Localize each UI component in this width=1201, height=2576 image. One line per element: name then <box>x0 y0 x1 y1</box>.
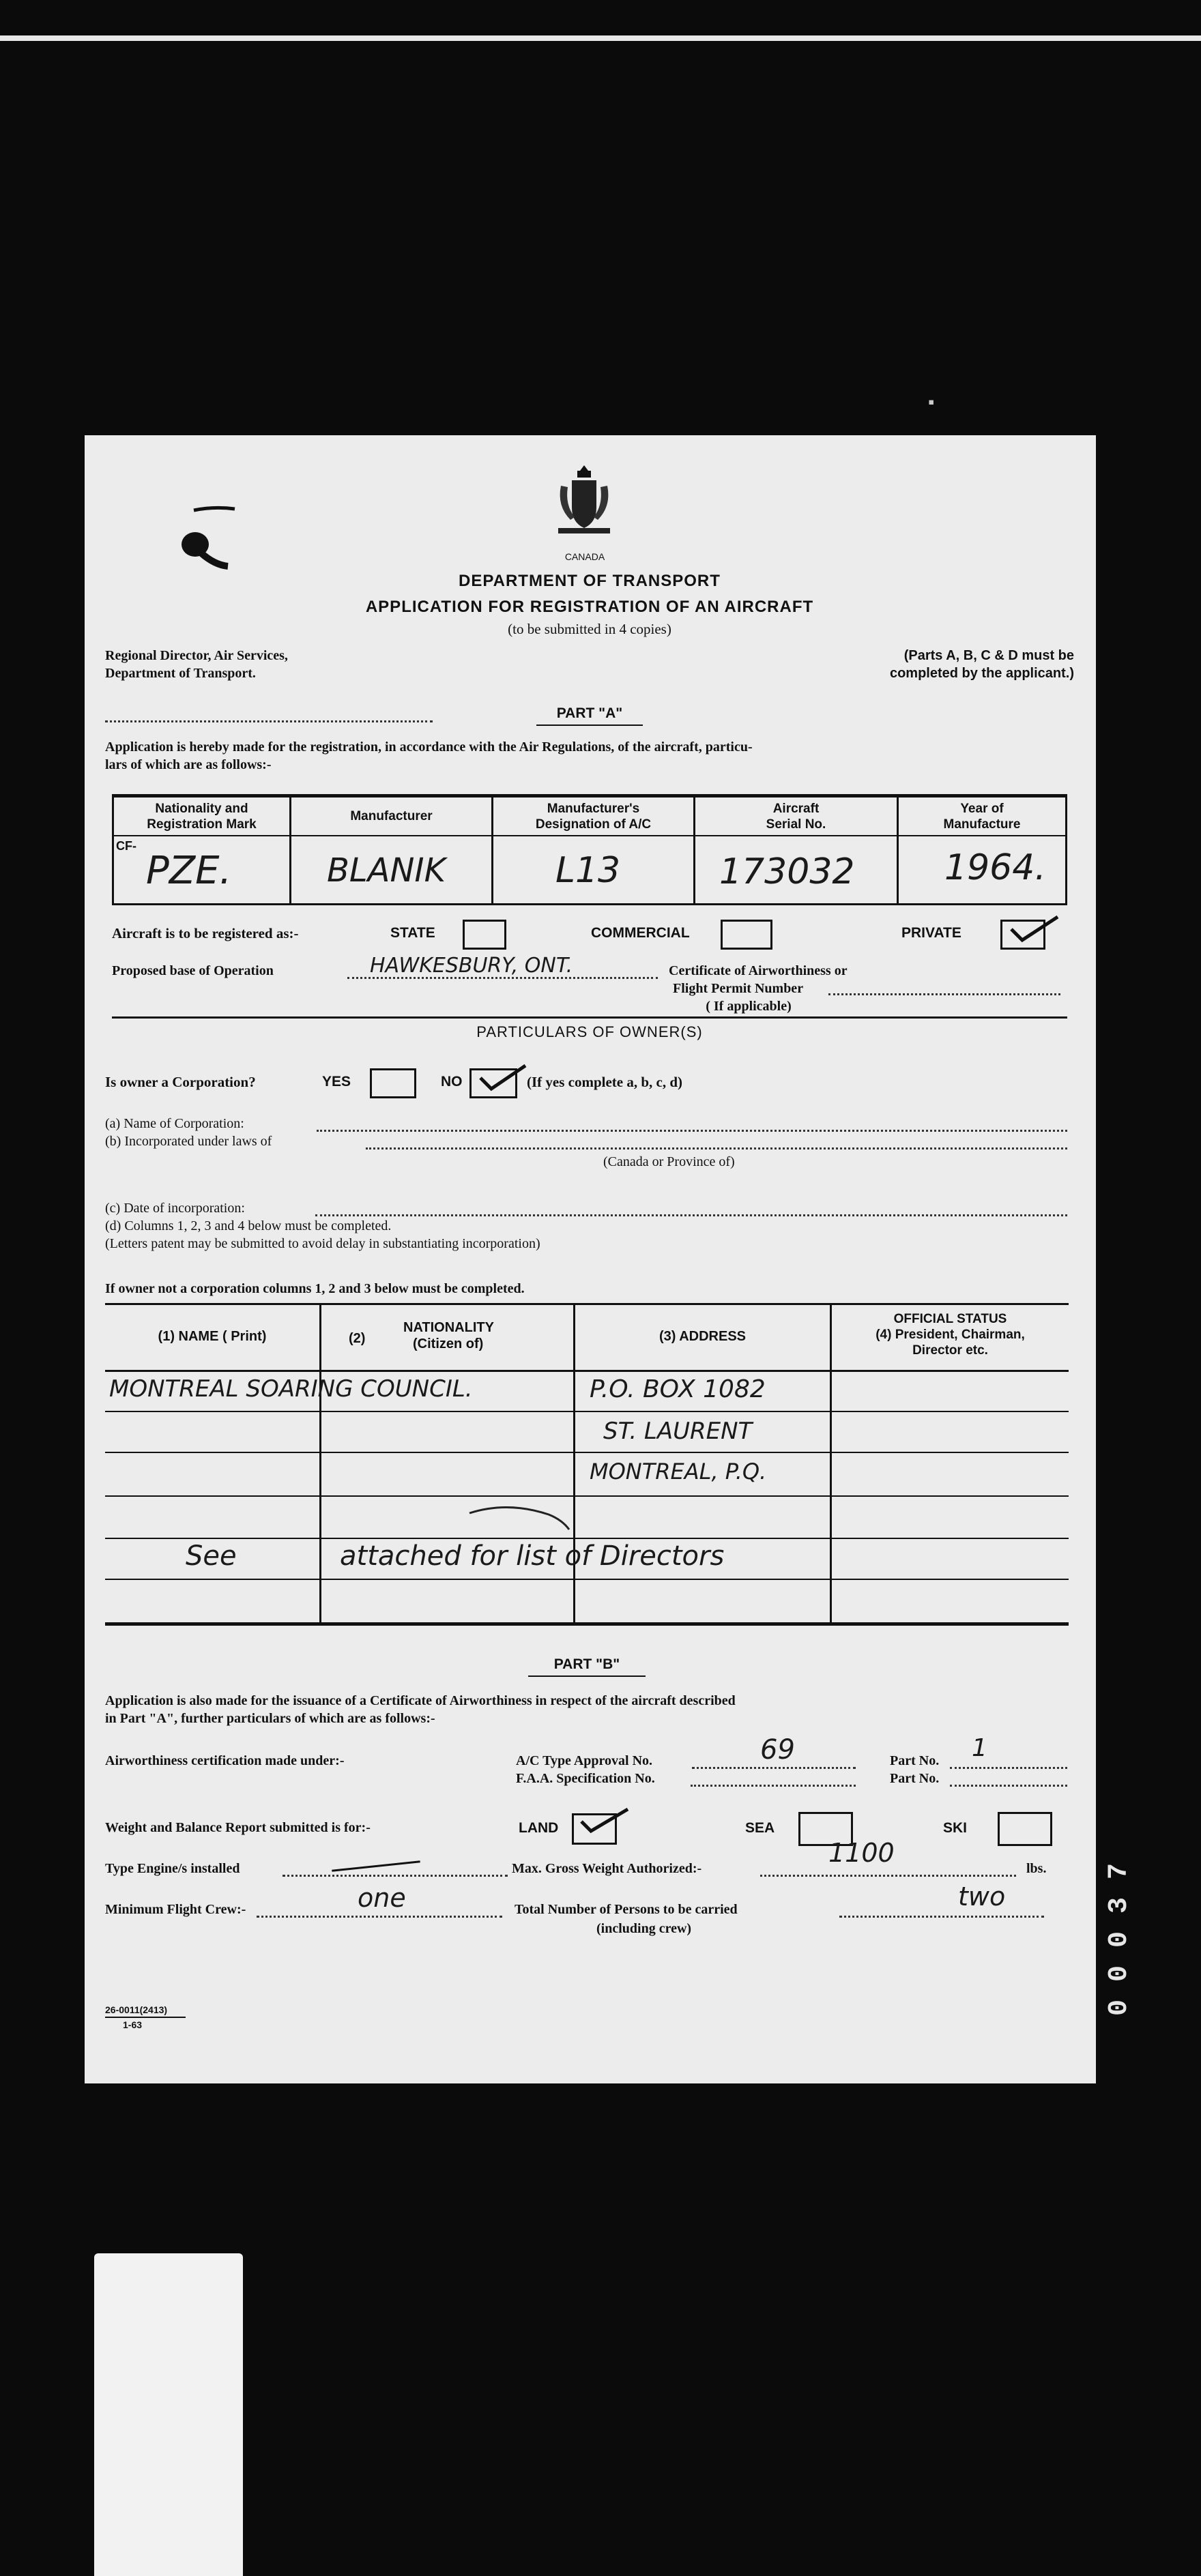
owners-table-header-bottom <box>105 1370 1069 1372</box>
owners-col-official-status: OFFICIAL STATUS (4) President, Chairman, Director etc. <box>876 1312 1025 1358</box>
owners-row-line-2 <box>105 1452 1069 1453</box>
weight-balance-label: Weight and Balance Report submitted is for:- <box>105 1820 371 1835</box>
commercial-checkbox[interactable] <box>721 920 772 950</box>
form-code-line-1: 26-0011(2413) <box>105 2004 168 2015</box>
corporation-yes-checkbox[interactable] <box>370 1068 416 1098</box>
col-header-registration: Nationality and Registration Mark <box>147 802 257 832</box>
commercial-label: COMMERCIAL <box>591 925 690 941</box>
aircraft-table-top <box>112 794 1067 797</box>
part-a-heading: PART "A" <box>556 705 623 721</box>
col-header-designation: Manufacturer's Designation of A/C <box>535 802 652 832</box>
incorporated-laws-hint: (Canada or Province of) <box>603 1154 735 1169</box>
col-header-year: Year of Manufacture <box>943 802 1021 832</box>
lbs-label: lbs. <box>1026 1861 1047 1876</box>
type-approval-field[interactable] <box>692 1767 856 1769</box>
private-label: PRIVATE <box>901 925 961 941</box>
form-code-line-2: 1-63 <box>123 2019 143 2030</box>
canada-coat-of-arms-icon <box>551 463 617 550</box>
owner-address-line-2[interactable]: ST. LAURENT <box>603 1418 753 1445</box>
owners-row-line-4 <box>105 1538 1069 1539</box>
designation-value[interactable]: L13 <box>555 850 621 891</box>
owners-row-line-5 <box>105 1579 1069 1580</box>
max-gross-value[interactable]: 1100 <box>828 1838 895 1868</box>
state-label: STATE <box>390 925 435 941</box>
registered-as-label: Aircraft is to be registered as:- <box>112 925 299 941</box>
part-no-field[interactable] <box>950 1767 1067 1769</box>
col-header-serial: Aircraft Serial No. <box>766 802 826 832</box>
parts-note-line-2: completed by the applicant.) <box>889 666 1074 681</box>
part-no-2-label: Part No. <box>890 1771 940 1786</box>
owners-col-name: (1) NAME ( Print) <box>158 1329 267 1344</box>
incorporation-date-label: (c) Date of incorporation: <box>105 1201 245 1216</box>
including-crew-hint: (including crew) <box>596 1921 692 1936</box>
col-header-manufacturer: Manufacturer <box>350 809 433 823</box>
land-checkmark-icon <box>577 1805 632 1839</box>
coa-label-2: Flight Permit Number <box>673 981 804 996</box>
corporation-hint: (If yes complete a, b, c, d) <box>527 1074 683 1090</box>
film-leader-mark <box>94 2253 243 2576</box>
base-of-operation-value[interactable]: HAWKESBURY, ONT. <box>370 954 573 978</box>
form-title: APPLICATION FOR REGISTRATION OF AN AIRCRAFT <box>365 598 814 616</box>
ink-smudge <box>173 503 255 579</box>
part-a-divider <box>112 1016 1067 1019</box>
corp-name-label: (a) Name of Corporation: <box>105 1116 244 1131</box>
aircraft-table-header-bottom <box>112 835 1067 836</box>
part-no-label: Part No. <box>890 1753 940 1768</box>
manufacturer-value[interactable]: BLANIK <box>327 851 446 890</box>
incorporation-date-field[interactable] <box>315 1214 1067 1216</box>
owners-table-bottom <box>105 1622 1069 1626</box>
coa-label-3: ( If applicable) <box>706 999 792 1014</box>
land-label: LAND <box>519 1820 559 1836</box>
year-value[interactable]: 1964. <box>944 847 1046 888</box>
no-checkmark-icon <box>476 1060 531 1094</box>
parts-note-line-1: (Parts A, B, C & D must be <box>903 648 1074 663</box>
part-no-2-field[interactable] <box>950 1785 1067 1787</box>
owner-address-line-3[interactable]: MONTREAL, P.Q. <box>590 1459 767 1484</box>
private-checkmark-icon <box>1007 913 1062 947</box>
columns-note: (d) Columns 1, 2, 3 and 4 below must be completed. <box>105 1218 392 1233</box>
owners-heading: PARTICULARS OF OWNER(S) <box>476 1023 703 1040</box>
part-b-intro-2: in Part "A", further particulars of which are as follows:- <box>105 1711 435 1726</box>
coa-label-1: Certificate of Airworthiness or <box>669 963 848 978</box>
part-a-intro-2: lars of which are as follows:- <box>105 757 272 772</box>
serial-value[interactable]: 173032 <box>719 851 855 892</box>
see-note[interactable]: See <box>186 1540 237 1572</box>
table-border-right <box>1065 794 1067 905</box>
min-crew-value[interactable]: one <box>358 1883 406 1913</box>
max-gross-field[interactable] <box>760 1875 1016 1877</box>
faa-spec-label: F.A.A. Specification No. <box>516 1771 655 1786</box>
film-border-line <box>0 35 1201 41</box>
type-approval-label: A/C Type Approval No. <box>516 1753 653 1768</box>
registration-form: CANADA DEPARTMENT OF TRANSPORT APPLICATION FOR REGISTRATION OF AN AIRCRAFT (to be submitted in 4 copies) Regional Director, Air Services, Department of Transport. (Parts A, B, C & D must be completed by the applicant.) PART "A" Application is hereby made for the registration, in accordance with the Air Regulations, of the aircraft, particu- lars of which are as follows:- Nationality and Registration Mark Manufacturer Manufacturer's Designation of A/C Aircraft Serial No. Year of Manufacture CF- PZE. BLANIK L13 173032 1964. Aircraft is to be registered as:- STATE COMMERCIAL PRIVATE Proposed base of Operation HAWKESBURY, ONT. Certificate of Airworthiness or Flight Permit Number ( If applicable) PARTICULARS OF OWNER(S) Is owner a Corporation? YES NO (If yes complete a, b, c, d) (a) Name of Corporation: (b) Incorporated under laws of (Canada or Province of) (c) Date of incorporation: (d) Columns 1, 2, 3 and 4 below must be completed. (Letters patent may be submitted to avoid delay in substantiating incorporation) If owner not a corporation columns 1, 2 and 3 below must be completed. (1) NAME ( Print) (2) NATIONALITY (Citizen of) (3) ADDRESS OFFICIAL STATUS (4) President, Chairman, Director etc. MONTREAL SOARING COUNCIL. P.O. BOX 1082 ST. LAURENT MONTREAL, P.Q. See attached for list of Directors PART "B" Application is also made for the issuance of a Certificate of Airworthiness in respect of the aircraft described in Part "A", further particulars of which are as follows:- Airworthiness certification made under:- A/C Type Approval No. 69 Part No. 1 F.A.A. Specification No. Part No. Weight and Balance Report submitted is for:- LAND SEA SKI Type Engine/s installed Max. Gross Weight Authorized:- 1100 lbs. Minimum Flight Crew:- one Total Number of Persons to be carried two (including crew) 26-0011(2413) 1-63 <box>85 435 1096 2083</box>
ski-checkbox[interactable] <box>998 1812 1052 1846</box>
no-label: NO <box>441 1074 463 1089</box>
base-of-operation-label: Proposed base of Operation <box>112 963 274 978</box>
form-code-rule <box>105 2017 186 2018</box>
owners-row-line-1 <box>105 1411 1069 1412</box>
pen-stroke <box>467 1499 576 1534</box>
owner-address-line-1[interactable]: P.O. BOX 1082 <box>590 1375 766 1403</box>
owner-name-value[interactable]: MONTREAL SOARING COUNCIL. <box>109 1375 473 1403</box>
owners-divider-2 <box>573 1303 575 1624</box>
part-no-value[interactable]: 1 <box>972 1734 987 1762</box>
corp-name-field[interactable] <box>317 1130 1067 1132</box>
min-crew-field[interactable] <box>257 1916 502 1918</box>
engine-field[interactable] <box>283 1875 508 1877</box>
min-crew-label: Minimum Flight Crew:- <box>105 1902 246 1917</box>
part-b-underline <box>528 1675 646 1677</box>
copies-note: (to be submitted in 4 copies) <box>508 621 671 637</box>
owners-divider-1 <box>319 1303 321 1624</box>
registration-mark-value[interactable]: PZE. <box>146 849 232 893</box>
addressee-line-2: Department of Transport. <box>105 666 256 681</box>
cf-prefix: CF- <box>116 839 136 853</box>
addressee-line-1: Regional Director, Air Services, <box>105 648 288 663</box>
date-line[interactable] <box>105 720 433 722</box>
film-speck: ▪ <box>928 392 935 412</box>
incorporated-laws-field[interactable] <box>366 1147 1067 1150</box>
part-a-intro-1: Application is hereby made for the registration, in accordance with the Air Regulations, of the aircraft, particu- <box>105 740 753 755</box>
sea-label: SEA <box>745 1820 775 1836</box>
ski-label: SKI <box>943 1820 968 1836</box>
part-a-underline <box>536 724 643 726</box>
part-b-intro-1: Application is also made for the issuance of a Certificate of Airworthiness in respect of the aircraft described <box>105 1693 736 1708</box>
part-b-heading: PART "B" <box>553 1656 620 1672</box>
not-corporation-note: If owner not a corporation columns 1, 2 and 3 below must be completed. <box>105 1281 525 1296</box>
owners-row-line-3 <box>105 1495 1069 1497</box>
corporation-question: Is owner a Corporation? <box>105 1074 256 1090</box>
attached-note[interactable]: attached for list of Directors <box>340 1540 725 1572</box>
owners-col-address: (3) ADDRESS <box>659 1329 747 1344</box>
country-label: CANADA <box>564 551 605 562</box>
aircraft-table-bottom <box>112 903 1067 905</box>
total-persons-label: Total Number of Persons to be carried <box>515 1902 738 1917</box>
yes-label: YES <box>322 1074 351 1089</box>
type-approval-value[interactable]: 69 <box>760 1734 795 1766</box>
owners-table-top <box>105 1303 1069 1305</box>
airworthiness-cert-label: Airworthiness certification made under:- <box>105 1753 345 1768</box>
coa-number-field[interactable] <box>828 993 1060 995</box>
incorporated-laws-label: (b) Incorporated under laws of <box>105 1134 272 1149</box>
letters-patent-note: (Letters patent may be submitted to avoid delay in substantiating incorporation) <box>105 1236 540 1251</box>
engine-label: Type Engine/s installed <box>105 1861 240 1876</box>
engine-strike-line <box>332 1860 420 1872</box>
total-persons-value[interactable]: two <box>958 1882 1006 1912</box>
department-title: DEPARTMENT OF TRANSPORT <box>459 572 721 590</box>
faa-spec-field[interactable] <box>691 1785 856 1787</box>
total-persons-field[interactable] <box>839 1916 1044 1918</box>
max-gross-label: Max. Gross Weight Authorized:- <box>512 1861 702 1876</box>
frame-number: 00037 <box>1104 1845 1135 2017</box>
state-checkbox[interactable] <box>463 920 506 950</box>
